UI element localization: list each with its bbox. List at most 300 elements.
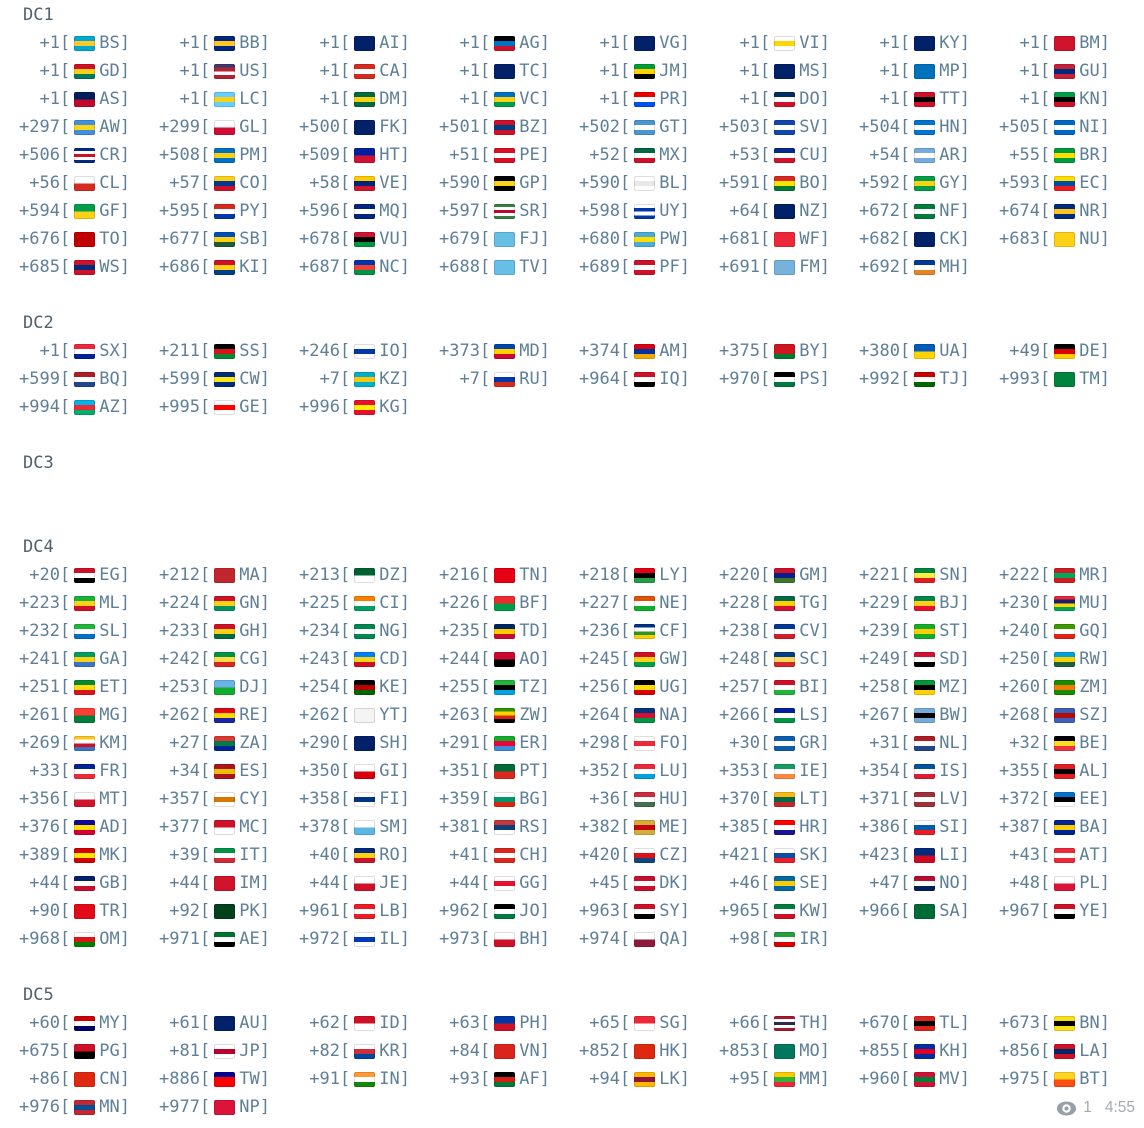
phone-code-entry[interactable] [428,897,568,925]
phone-code-entry[interactable] [8,141,148,169]
close-bracket: ] [959,789,970,809]
phone-code-entry[interactable] [288,393,428,421]
phone-code-entry[interactable] [428,225,568,253]
dial-prefix: +32 [1009,733,1040,753]
country-flag-icon [214,176,235,191]
phone-code-entry[interactable] [148,645,288,673]
phone-code-entry[interactable] [568,869,708,897]
close-bracket: ] [119,593,130,613]
phone-code-entry[interactable] [708,757,848,785]
phone-code-entry[interactable] [8,365,148,393]
phone-code-entry[interactable] [288,169,428,197]
phone-code-entry[interactable] [288,841,428,869]
dial-prefix: +53 [729,145,760,165]
phone-code-entry[interactable] [288,253,428,281]
phone-code-entry[interactable] [428,1009,568,1037]
phone-code-entry[interactable] [8,197,148,225]
open-bracket: [ [60,1041,71,1061]
country-flag-icon [354,260,375,275]
phone-code-entry[interactable] [288,757,428,785]
open-bracket: [ [760,173,771,193]
phone-code-entry[interactable] [708,337,848,365]
phone-code-entry[interactable] [288,561,428,589]
phone-code-entry[interactable] [148,113,288,141]
phone-code-entry[interactable] [988,841,1128,869]
phone-code-entry[interactable] [428,869,568,897]
close-bracket: ] [539,677,550,697]
phone-code-entry[interactable] [8,813,148,841]
phone-code-entry[interactable] [428,1065,568,1093]
phone-code-entry[interactable] [988,169,1128,197]
phone-code-entry[interactable] [708,253,848,281]
phone-code-entry[interactable] [988,869,1128,897]
phone-code-entry[interactable] [288,141,428,169]
close-bracket: ] [1099,201,1110,221]
phone-code-entry[interactable] [848,1065,988,1093]
phone-code-entry[interactable] [568,785,708,813]
phone-code-entry[interactable] [288,785,428,813]
country-code: PG [99,1041,120,1061]
phone-code-entry[interactable] [568,57,708,85]
phone-code-entry[interactable] [428,729,568,757]
dc-section-label: DC1 [23,5,54,25]
phone-code-entry[interactable] [708,673,848,701]
close-bracket: ] [119,1097,130,1117]
close-bracket: ] [539,929,550,949]
open-bracket: [ [480,761,491,781]
phone-code-entry[interactable] [148,1065,288,1093]
phone-code-entry[interactable] [988,1037,1128,1065]
close-bracket: ] [119,901,130,921]
phone-code-entry[interactable] [988,197,1128,225]
phone-code-entry[interactable] [708,113,848,141]
phone-code-entry[interactable] [708,169,848,197]
phone-code-entry[interactable] [428,1037,568,1065]
phone-code-entry[interactable] [8,925,148,953]
phone-code-entry[interactable] [8,1037,148,1065]
phone-code-entry[interactable] [148,253,288,281]
close-bracket: ] [819,229,830,249]
phone-code-entry[interactable] [288,617,428,645]
country-flag-icon [914,260,935,275]
phone-code-entry[interactable] [148,29,288,57]
phone-code-entry[interactable] [428,141,568,169]
country-flag-icon [214,736,235,751]
phone-code-entry[interactable] [8,701,148,729]
phone-code-entry[interactable] [848,785,988,813]
close-bracket: ] [679,341,690,361]
country-flag-icon [1054,876,1075,891]
phone-code-entry[interactable] [848,869,988,897]
country-flag-icon [74,820,95,835]
phone-code-entry[interactable] [708,897,848,925]
phone-code-entry[interactable] [568,925,708,953]
phone-code-entry[interactable] [288,337,428,365]
phone-code-entry[interactable] [288,1009,428,1037]
phone-code-entry[interactable] [428,813,568,841]
phone-code-entry[interactable] [288,1037,428,1065]
phone-code-entry[interactable] [708,701,848,729]
close-bracket: ] [259,621,270,641]
phone-code-entry[interactable] [288,897,428,925]
phone-code-entry[interactable] [988,617,1128,645]
phone-code-entry[interactable] [708,85,848,113]
phone-code-entry[interactable] [568,169,708,197]
phone-code-entry[interactable] [568,561,708,589]
phone-code-entry[interactable] [568,253,708,281]
phone-code-entry[interactable] [288,589,428,617]
phone-code-entry[interactable] [708,1009,848,1037]
phone-code-entry[interactable] [288,197,428,225]
phone-code-entry[interactable] [148,1009,288,1037]
phone-code-entry[interactable] [8,897,148,925]
phone-code-entry[interactable] [988,85,1128,113]
phone-code-entry[interactable] [708,197,848,225]
phone-code-entry[interactable] [988,785,1128,813]
phone-code-entry[interactable] [708,365,848,393]
phone-code-entry[interactable] [568,757,708,785]
phone-code-entry[interactable] [848,1037,988,1065]
open-bracket: [ [60,621,71,641]
country-flag-icon [354,904,375,919]
phone-code-entry[interactable] [708,225,848,253]
phone-code-entry[interactable] [568,1009,708,1037]
phone-code-entry[interactable] [568,85,708,113]
phone-code-entry[interactable] [288,729,428,757]
phone-code-entry[interactable] [148,673,288,701]
phone-code-entry[interactable] [988,1065,1128,1093]
phone-code-entry[interactable] [428,645,568,673]
phone-code-entry[interactable] [148,393,288,421]
open-bracket: [ [480,1041,491,1061]
phone-code-entry[interactable] [288,225,428,253]
phone-code-entry[interactable] [428,57,568,85]
phone-code-entry[interactable] [148,757,288,785]
country-flag-icon [914,904,935,919]
open-bracket: [ [1040,89,1051,109]
dial-prefix: +1 [179,61,200,81]
phone-code-entry[interactable] [848,673,988,701]
phone-code-entry[interactable] [988,29,1128,57]
phone-code-entry[interactable] [848,729,988,757]
country-code: ME [659,817,680,837]
phone-code-entry[interactable] [288,925,428,953]
dial-prefix: +692 [859,257,900,277]
phone-code-entry[interactable] [568,645,708,673]
phone-code-entry[interactable] [148,869,288,897]
country-flag-icon [914,764,935,779]
phone-code-entry[interactable] [8,617,148,645]
phone-code-entry[interactable] [568,225,708,253]
phone-code-entry[interactable] [8,1093,148,1121]
phone-code-entry[interactable] [568,1037,708,1065]
phone-code-entry[interactable] [148,141,288,169]
country-flag-icon [634,1044,655,1059]
close-bracket: ] [399,677,410,697]
phone-code-entry[interactable] [8,29,148,57]
phone-code-entry[interactable] [568,197,708,225]
phone-code-entry[interactable] [708,617,848,645]
phone-code-entry[interactable] [148,841,288,869]
open-bracket: [ [480,1069,491,1089]
phone-code-entry[interactable] [148,1093,288,1121]
dial-prefix: +232 [19,621,60,641]
country-code: HK [659,1041,680,1061]
phone-code-entry[interactable] [148,561,288,589]
close-bracket: ] [259,341,270,361]
phone-code-entry[interactable] [988,337,1128,365]
country-code: GI [379,761,400,781]
phone-code-entry[interactable] [988,813,1128,841]
phone-code-entry[interactable] [288,1065,428,1093]
phone-code-entry[interactable] [428,673,568,701]
phone-code-entry[interactable] [8,393,148,421]
phone-code-entry[interactable] [568,897,708,925]
country-flag-icon [214,36,235,51]
phone-code-entry[interactable] [988,729,1128,757]
phone-code-entry[interactable] [148,337,288,365]
phone-code-entry[interactable] [708,729,848,757]
phone-code-entry[interactable] [8,1065,148,1093]
phone-code-entry[interactable] [148,197,288,225]
country-flag-icon [1054,120,1075,135]
country-code: GB [99,873,120,893]
phone-code-entry[interactable] [708,841,848,869]
phone-code-entry[interactable] [288,701,428,729]
phone-code-entry[interactable] [288,57,428,85]
phone-code-entry[interactable] [428,841,568,869]
phone-code-entry[interactable] [428,617,568,645]
phone-code-entry[interactable] [848,113,988,141]
country-code: CD [379,649,400,669]
phone-code-entry[interactable] [8,253,148,281]
phone-code-entry[interactable] [848,225,988,253]
phone-code-entry[interactable] [848,141,988,169]
phone-code-entry[interactable] [428,589,568,617]
dial-prefix: +56 [29,173,60,193]
phone-code-entry[interactable] [708,869,848,897]
phone-code-entry[interactable] [8,869,148,897]
country-flag-icon [914,708,935,723]
phone-code-entry[interactable] [428,85,568,113]
open-bracket: [ [200,89,211,109]
phone-code-entry[interactable] [148,925,288,953]
dial-prefix: +66 [729,1013,760,1033]
phone-code-entry[interactable] [8,113,148,141]
phone-code-entry[interactable] [848,701,988,729]
phone-code-entry[interactable] [568,337,708,365]
phone-code-entry[interactable] [988,225,1128,253]
phone-code-entry[interactable] [848,617,988,645]
phone-code-entry[interactable] [848,841,988,869]
phone-code-entry[interactable] [568,673,708,701]
phone-code-entry[interactable] [148,785,288,813]
phone-code-entry[interactable] [708,925,848,953]
open-bracket: [ [620,649,631,669]
phone-code-entry[interactable] [848,29,988,57]
phone-code-entry[interactable] [848,85,988,113]
country-code: UY [659,201,680,221]
phone-code-entry[interactable] [848,757,988,785]
phone-code-entry[interactable] [428,169,568,197]
phone-code-entry[interactable] [568,841,708,869]
close-bracket: ] [119,705,130,725]
phone-code-entry[interactable] [288,813,428,841]
phone-code-entry[interactable] [288,85,428,113]
phone-code-entry[interactable] [8,169,148,197]
phone-code-entry[interactable] [848,57,988,85]
phone-code-entry[interactable] [848,813,988,841]
phone-code-entry[interactable] [988,365,1128,393]
phone-code-entry[interactable] [428,757,568,785]
phone-code-entry[interactable] [8,729,148,757]
phone-code-entry[interactable] [988,57,1128,85]
phone-code-entry[interactable] [988,113,1128,141]
phone-code-entry[interactable] [568,29,708,57]
phone-code-entry[interactable] [988,589,1128,617]
phone-code-entry[interactable] [568,617,708,645]
phone-code-entry[interactable] [428,113,568,141]
phone-code-entry[interactable] [568,141,708,169]
phone-code-entry[interactable] [8,785,148,813]
phone-code-entry[interactable] [148,813,288,841]
phone-code-entry[interactable] [148,729,288,757]
dial-prefix: +1 [39,89,60,109]
phone-code-entry[interactable] [848,169,988,197]
phone-code-entry[interactable] [288,673,428,701]
phone-code-entry[interactable] [988,897,1128,925]
phone-code-entry[interactable] [428,561,568,589]
phone-code-entry[interactable] [848,589,988,617]
phone-code-entry[interactable] [848,1009,988,1037]
phone-code-entry[interactable] [8,561,148,589]
phone-code-entry[interactable] [708,645,848,673]
phone-code-entry[interactable] [708,561,848,589]
close-bracket: ] [959,61,970,81]
phone-code-entry[interactable] [428,785,568,813]
phone-code-entry[interactable] [848,365,988,393]
phone-code-entry[interactable] [148,225,288,253]
phone-code-entry[interactable] [288,29,428,57]
dial-prefix: +1 [1019,89,1040,109]
phone-code-entry[interactable] [148,617,288,645]
close-bracket: ] [399,229,410,249]
phone-code-entry[interactable] [988,1009,1128,1037]
phone-code-entry[interactable] [8,225,148,253]
phone-code-entry[interactable] [988,645,1128,673]
open-bracket: [ [60,1013,71,1033]
phone-code-entry[interactable] [848,897,988,925]
country-flag-icon [354,624,375,639]
phone-code-entry[interactable] [428,365,568,393]
phone-code-entry[interactable] [568,589,708,617]
phone-code-entry[interactable] [708,1065,848,1093]
phone-code-entry[interactable] [8,757,148,785]
phone-code-entry[interactable] [568,1065,708,1093]
phone-code-entry[interactable] [148,85,288,113]
phone-code-entry[interactable] [988,757,1128,785]
phone-code-entry[interactable] [428,925,568,953]
phone-code-entry[interactable] [428,197,568,225]
phone-code-entry[interactable] [288,869,428,897]
country-code: VC [519,89,540,109]
phone-code-entry[interactable] [288,645,428,673]
phone-code-entry[interactable] [988,673,1128,701]
phone-code-entry[interactable] [8,589,148,617]
country-flag-icon [774,736,795,751]
phone-code-entry[interactable] [288,113,428,141]
open-bracket: [ [60,817,71,837]
phone-code-entry[interactable] [148,701,288,729]
phone-code-entry[interactable] [568,113,708,141]
dial-prefix: +855 [859,1041,900,1061]
phone-code-entry[interactable] [428,701,568,729]
phone-code-entry[interactable] [148,57,288,85]
phone-code-entry[interactable] [848,561,988,589]
country-flag-icon [354,372,375,387]
phone-code-entry[interactable] [708,29,848,57]
phone-code-entry[interactable] [848,253,988,281]
dial-prefix: +962 [439,901,480,921]
phone-code-entry[interactable] [8,57,148,85]
phone-code-entry[interactable] [988,561,1128,589]
open-bracket: [ [340,1013,351,1033]
phone-code-entry[interactable] [848,645,988,673]
close-bracket: ] [539,621,550,641]
dc-entries-grid [8,1009,1144,1121]
close-bracket: ] [259,257,270,277]
phone-code-entry[interactable] [988,141,1128,169]
phone-code-entry[interactable] [708,589,848,617]
phone-code-entry[interactable] [848,197,988,225]
phone-code-entry[interactable] [8,673,148,701]
phone-code-entry[interactable] [708,141,848,169]
phone-code-entry[interactable] [8,645,148,673]
phone-code-entry[interactable] [8,85,148,113]
phone-code-entry[interactable] [148,1037,288,1065]
phone-code-entry[interactable] [568,701,708,729]
phone-code-entry[interactable] [848,337,988,365]
phone-code-entry[interactable] [148,365,288,393]
country-flag-icon [914,148,935,163]
phone-code-entry[interactable] [428,337,568,365]
phone-code-entry[interactable] [428,29,568,57]
phone-code-entry[interactable] [708,813,848,841]
phone-code-entry[interactable] [148,897,288,925]
phone-code-entry[interactable] [8,841,148,869]
phone-code-entry[interactable] [8,1009,148,1037]
country-flag-icon [1054,36,1075,51]
phone-code-entry[interactable] [288,365,428,393]
country-code: BF [519,593,540,613]
phone-code-entry[interactable] [708,785,848,813]
country-flag-icon [634,120,655,135]
phone-code-entry[interactable] [568,729,708,757]
country-code: MS [799,61,820,81]
country-flag-icon [914,792,935,807]
phone-code-entry[interactable] [988,701,1128,729]
phone-code-entry[interactable] [148,169,288,197]
phone-code-entry[interactable] [708,57,848,85]
phone-code-entry[interactable] [568,813,708,841]
open-bracket: [ [200,1041,211,1061]
open-bracket: [ [480,89,491,109]
phone-code-entry[interactable] [568,365,708,393]
phone-code-entry[interactable] [708,1037,848,1065]
phone-code-entry[interactable] [428,253,568,281]
phone-code-entry[interactable] [148,589,288,617]
phone-code-entry[interactable] [8,337,148,365]
